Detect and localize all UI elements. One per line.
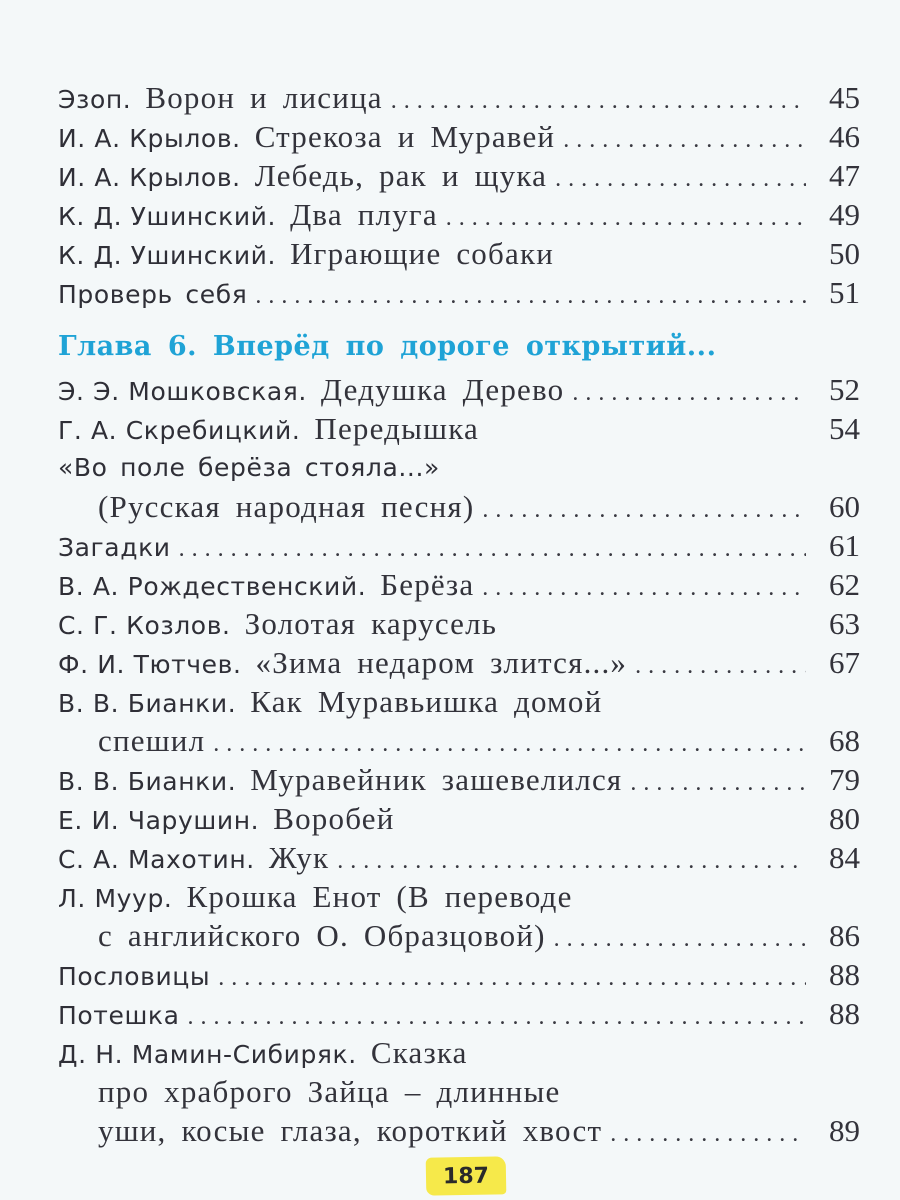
toc-page-number: 46 (829, 119, 860, 154)
dot-leader (554, 920, 806, 959)
toc-page-number: 67 (829, 645, 860, 680)
toc-title: Воробей (273, 801, 395, 836)
toc-entry[interactable] (58, 195, 860, 234)
toc-author: К. Д. Ушинский. (58, 202, 277, 231)
toc-page-number: 88 (829, 957, 860, 992)
toc-author: И. А. Крылов. (58, 124, 241, 153)
toc-title-line-1: Как Муравьишка домой (250, 684, 603, 719)
toc-title: Берёза (380, 567, 475, 602)
toc-author: И. А. Крылов. (58, 163, 241, 192)
toc-entry[interactable] (58, 78, 860, 117)
toc-entry[interactable] (58, 838, 860, 877)
table-of-contents (58, 78, 860, 1150)
toc-title: Проверь себя (58, 280, 248, 309)
toc-entry[interactable] (58, 526, 860, 565)
toc-entry[interactable] (58, 156, 860, 195)
toc-title: Играющие собаки (290, 236, 554, 271)
toc-title: Передышка (314, 411, 479, 446)
toc-entry[interactable] (58, 448, 860, 526)
dot-leader (213, 725, 806, 764)
toc-title: Ворон и лисица (145, 80, 383, 115)
toc-title-line-1: «Во поле берёза стояла...» (58, 453, 440, 482)
toc-page-number: 49 (829, 197, 860, 232)
toc-title: уши, косые глаза, короткий хвост (98, 1113, 603, 1148)
toc-entry[interactable] (58, 643, 860, 682)
toc-title: Потешка (58, 1001, 180, 1030)
toc-page-number: 60 (829, 489, 860, 524)
toc-author: Г. А. Скребицкий. (58, 416, 301, 445)
toc-page-number: 80 (829, 801, 860, 836)
toc-title: с английского О. Образцовой) (98, 918, 546, 953)
toc-entry[interactable] (58, 604, 860, 643)
toc-title: Два плуга (290, 197, 438, 232)
toc-entry[interactable] (58, 273, 860, 312)
toc-title: «Зима недаром злится...» (255, 645, 628, 680)
toc-title: (Русская народная песня) (98, 489, 475, 524)
dot-leader (337, 842, 806, 881)
toc-entry[interactable] (58, 1033, 860, 1150)
page-number-badge: 187 (426, 1156, 507, 1195)
toc-author: В. В. Бианки. (58, 767, 237, 796)
toc-entry[interactable] (58, 994, 860, 1033)
toc-title: Лебедь, рак и щука (254, 158, 548, 193)
toc-entry[interactable] (58, 877, 860, 955)
toc-entry[interactable] (58, 799, 860, 838)
toc-title-line-1: Сказка (370, 1035, 468, 1070)
chapter-heading: Глава 6. Вперёд по дороге открытий... (58, 331, 717, 362)
toc-title: Муравейник зашевелился (250, 762, 623, 797)
dot-leader (482, 569, 806, 608)
toc-page-number: 68 (829, 723, 860, 758)
dot-leader (635, 647, 806, 686)
toc-title: Пословицы (58, 962, 211, 991)
toc-page-number: 45 (829, 80, 860, 115)
toc-page-number: 86 (829, 918, 860, 953)
toc-title-line-2: про храброго Зайца – длинные (98, 1074, 561, 1109)
dot-leader (255, 277, 806, 316)
dot-leader (555, 160, 806, 199)
dot-leader (179, 530, 806, 569)
toc-author: В. В. Бианки. (58, 689, 237, 718)
toc-page-number: 79 (829, 762, 860, 797)
dot-leader (572, 374, 806, 413)
dot-leader (482, 491, 806, 530)
toc-author: Ф. И. Тютчев. (58, 650, 242, 679)
toc-page-number: 63 (829, 606, 860, 641)
toc-title: Жук (268, 840, 330, 875)
toc-entry[interactable] (58, 370, 860, 409)
dot-leader (218, 959, 806, 998)
toc-author: С. Г. Козлов. (58, 611, 231, 640)
toc-author: К. Д. Ушинский. (58, 241, 277, 270)
toc-author: Эзоп. (58, 85, 132, 114)
toc-page-number: 51 (829, 275, 860, 310)
toc-title: спешил (98, 723, 206, 758)
dot-leader (630, 764, 806, 803)
toc-page-number: 54 (829, 411, 860, 446)
toc-entry[interactable] (58, 409, 860, 448)
toc-page-number: 84 (829, 840, 860, 875)
dot-leader (188, 998, 806, 1037)
toc-title: Золотая карусель (244, 606, 498, 641)
toc-author: С. А. Махотин. (58, 845, 255, 874)
toc-title: Стрекоза и Муравей (254, 119, 556, 154)
toc-author: Л. Муур. (58, 884, 173, 913)
toc-page-number: 62 (829, 567, 860, 602)
toc-title: Загадки (58, 533, 171, 562)
toc-page-number: 61 (829, 528, 860, 563)
dot-leader (563, 121, 806, 160)
toc-entry[interactable] (58, 565, 860, 604)
toc-author: Э. Э. Мошковская. (58, 377, 307, 406)
toc-entry[interactable] (58, 955, 860, 994)
dot-leader (391, 82, 806, 121)
toc-author: Е. И. Чарушин. (58, 806, 260, 835)
toc-page-number: 52 (829, 372, 860, 407)
dot-leader (446, 199, 806, 238)
toc-entry[interactable] (58, 117, 860, 156)
toc-title: Дедушка Дерево (320, 372, 565, 407)
dot-leader (610, 1115, 806, 1154)
toc-entry[interactable] (58, 234, 860, 273)
toc-entry[interactable] (58, 760, 860, 799)
toc-author: В. А. Рождественский. (58, 572, 367, 601)
toc-title-line-1: Крошка Енот (В переводе (186, 879, 573, 914)
toc-author: Д. Н. Мамин-Сибиряк. (58, 1040, 357, 1069)
toc-page-number: 88 (829, 996, 860, 1031)
toc-page-number: 50 (829, 236, 860, 271)
toc-entry[interactable] (58, 682, 860, 760)
toc-page-number: 47 (829, 158, 860, 193)
toc-page-number: 89 (829, 1113, 860, 1148)
